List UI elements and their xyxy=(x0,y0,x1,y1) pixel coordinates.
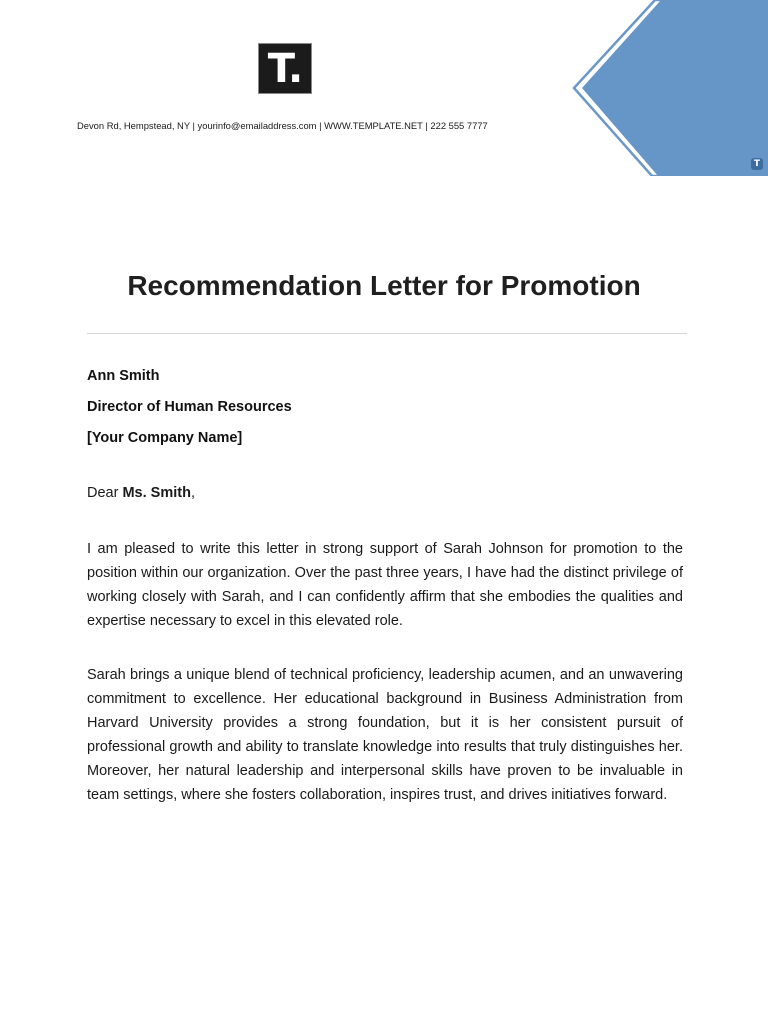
logo-text: T. xyxy=(267,46,303,92)
company-logo xyxy=(258,43,312,94)
salutation-greeting: Dear xyxy=(87,485,119,501)
salutation-punctuation: , xyxy=(190,485,195,501)
recipient-position: Director of Human Resources xyxy=(87,399,292,415)
recipient-company: [Your Company Name] xyxy=(87,430,243,446)
template-logo-icon: T xyxy=(751,158,763,170)
salutation xyxy=(87,485,195,501)
body-paragraph-2: Sarah brings a unique blend of technical proficiency, leadership acumen, and an unwavering commitment to excellence. Her educational background in Business Administration from Harvard University provides a strong foundation, but it is her consistent pursuit of professional growth and ability to translate knowledge into results that truly distinguishes her. Moreover, her natural leadership and interpersonal skills have proven to be invaluable in team settings, where she fosters collaboration, inspires trust, and drives initiatives forward. xyxy=(87,667,683,803)
body-paragraph-1: I am pleased to write this letter in strong support of Sarah Johnson for promotion to the position within our organization. Over the past three years, I have had the distinct privilege of working closely with Sarah, and I can confidently affirm that she embodies the qualities and expertise necessary to excel in this elevated role. xyxy=(87,541,683,629)
contact-info: Devon Rd, Hempstead, NY | yourinfo@emailaddress.com | WWW.TEMPLATE.NET | 222 555 7777 xyxy=(77,120,488,131)
page-title: Recommendation Letter for Promotion xyxy=(127,270,641,301)
decorative-corner-shape xyxy=(560,0,768,176)
title-divider xyxy=(87,333,687,334)
salutation-name: Ms. Smith xyxy=(122,485,191,501)
recipient-name: Ann Smith xyxy=(87,368,160,384)
